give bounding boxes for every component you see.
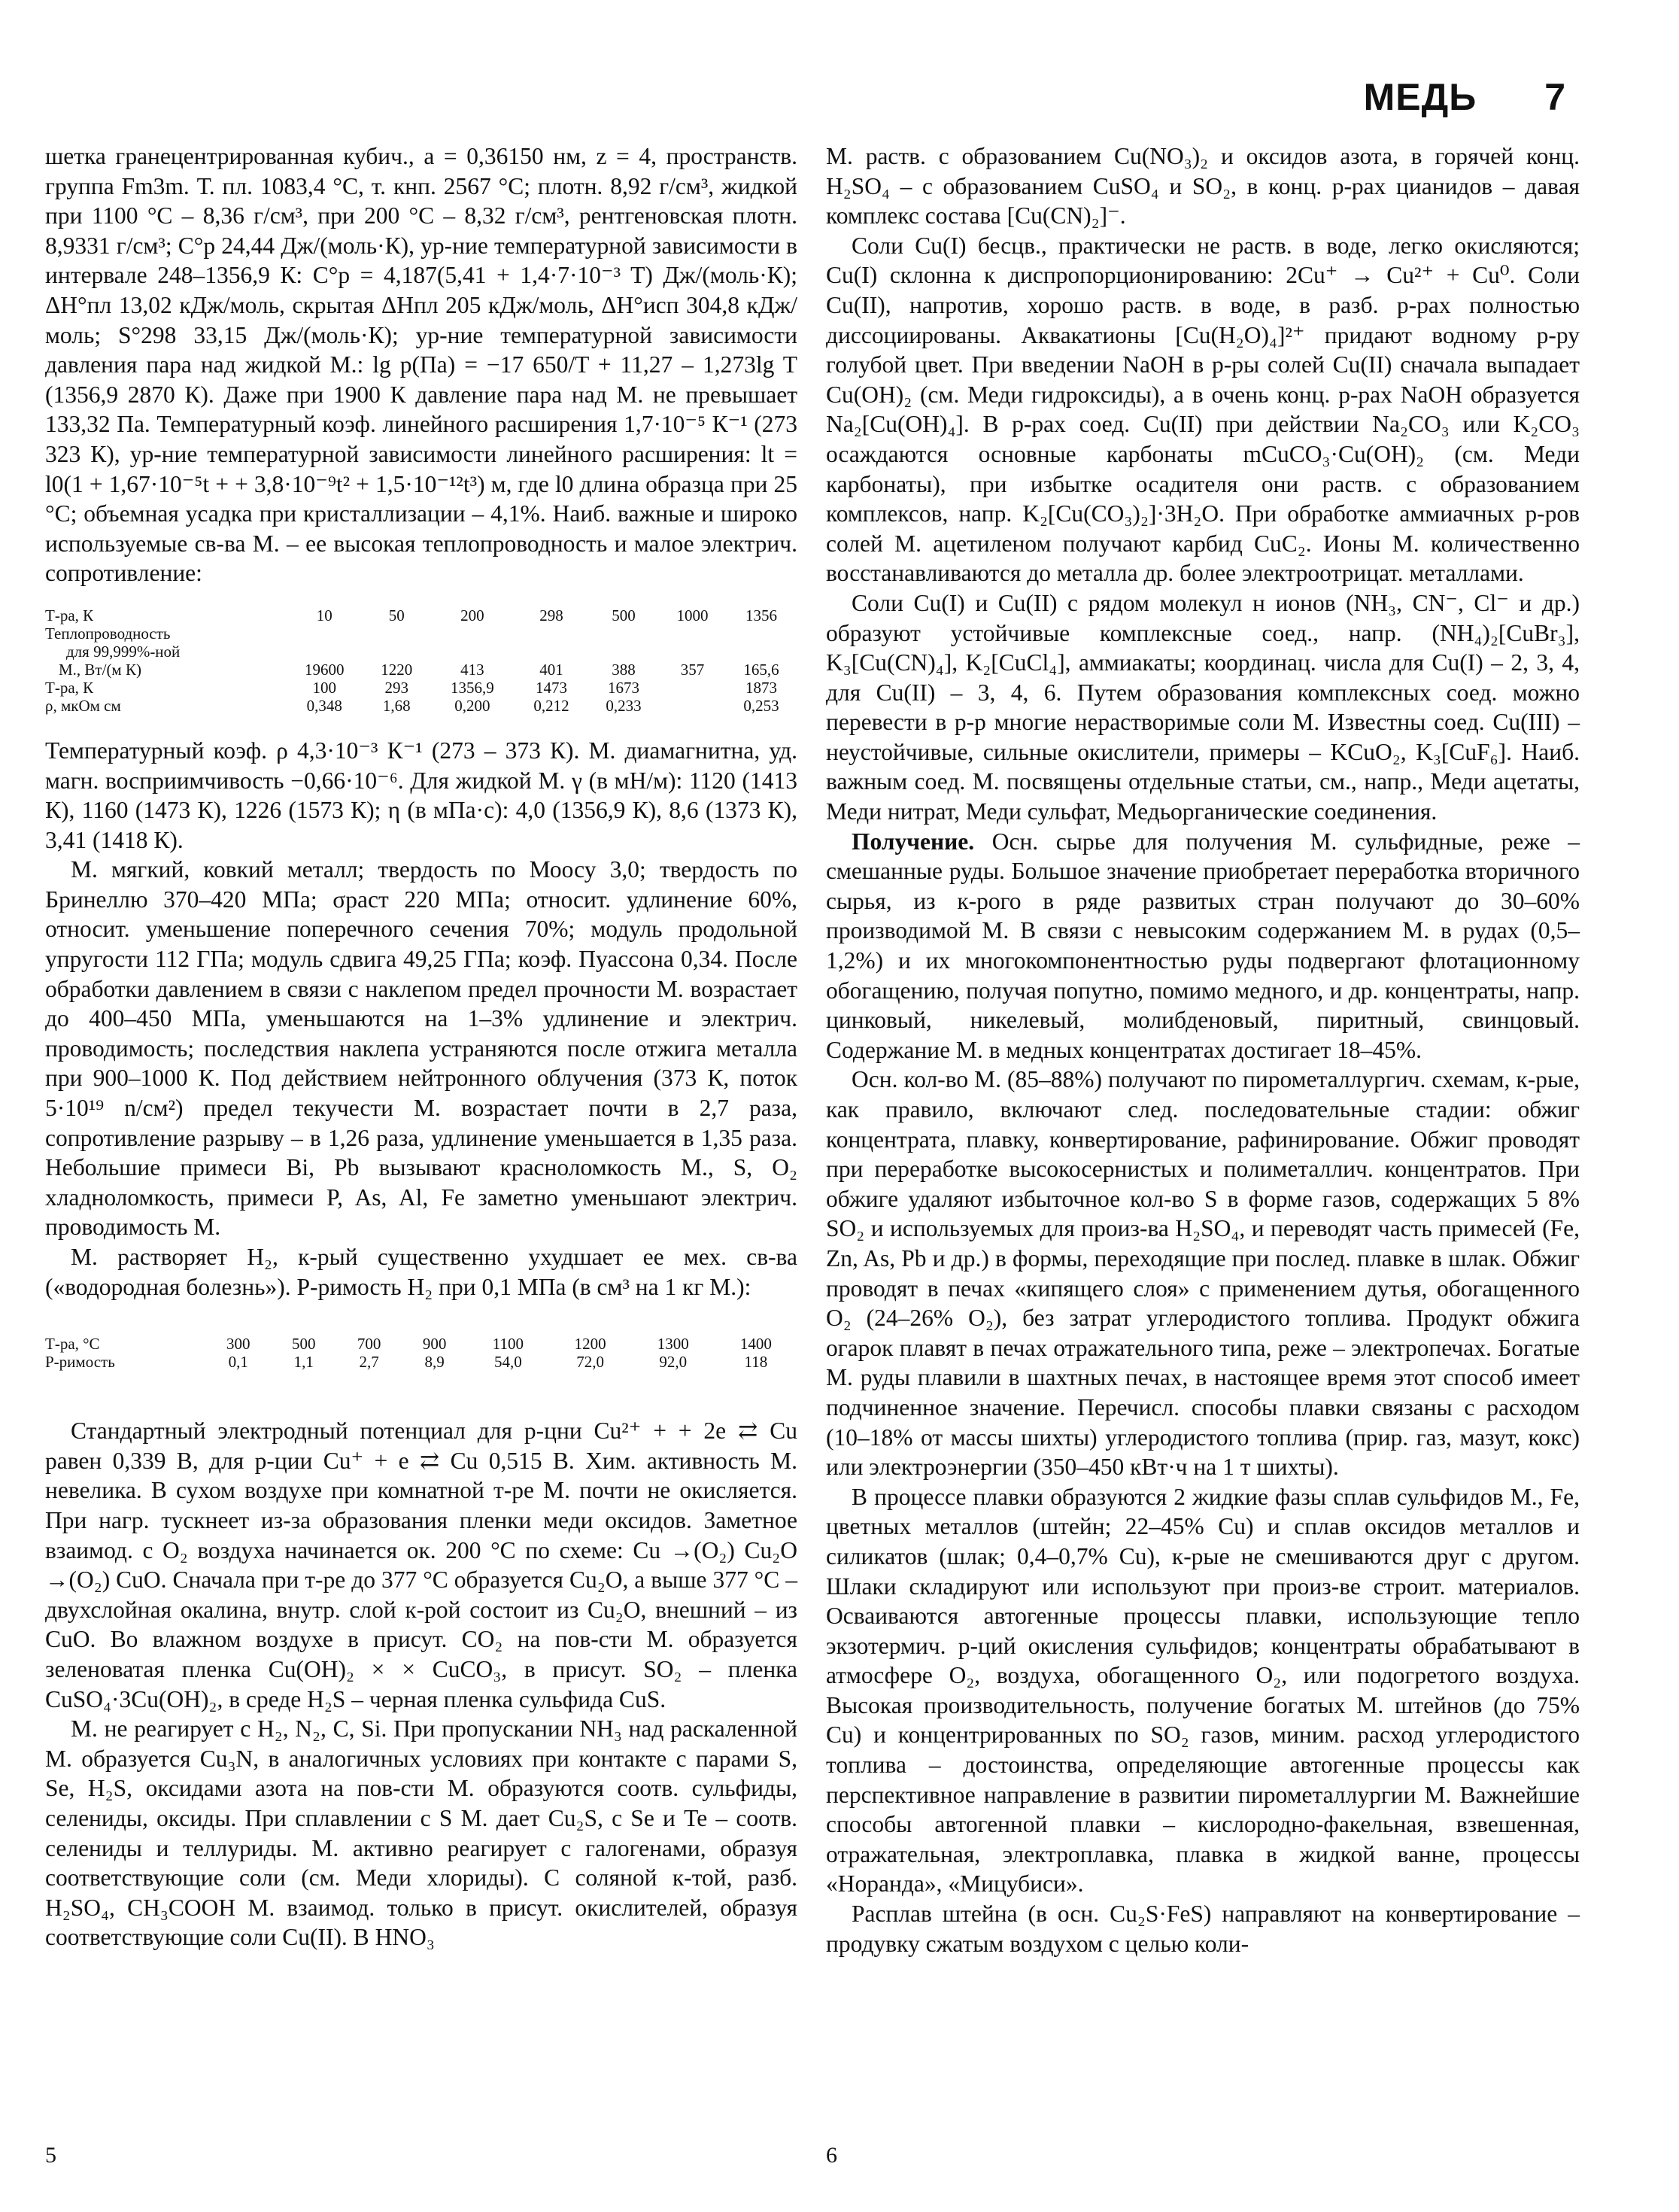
table-cell: 19600 [304, 660, 345, 679]
table-cell: 50 [388, 606, 405, 624]
table-cell: 300 [226, 1335, 250, 1354]
table-cell: 0,200 [454, 696, 490, 715]
paragraph: М. мягкий, ковкий металл; твердость по Моосу 3,0; твердость по Бринеллю 370–420 МПа; σраст 220 МПа; относит. удлинение 60%, относит. уменьшение поперечного сечения 70%; модуль продольной упругости 112 ГПа; модуль сдвига 49,25 ГПа; коэф. Пуассона 0,34. После обработки давлением в связи с наклепом предел прочности М. возрастает до 400–450 МПа, уменьшаются на 1–3% удлинение и электрич. проводимость; последствия наклепа устраняются после отжига металла при 900–1000 К. Под действием нейтронного облучения (373 К, поток 5·10¹⁹ n/см²) предел текучести М. возрастает почти в 2,7 раза, сопротивление разрыву – в 1,26 раза, удлинение уменьшается в 1,35 раза. Небольшие примеси Bi, Pb вызывают красноломкость М., S, O₂ хладноломкость, примеси P, As, Al, Fe заметно уменьшают электрич. проводимость М. [45, 856, 797, 1241]
table-cell: 1100 [492, 1335, 524, 1354]
table-row [45, 643, 797, 661]
table-row [45, 697, 797, 715]
table-cell: 700 [357, 1335, 381, 1354]
table-cell: 0,348 [306, 696, 342, 715]
table-cell: 8,9 [424, 1353, 445, 1372]
thermal-conductivity-table [45, 606, 797, 715]
paragraph: шетка гранецентрированная кубич., a = 0,36150 нм, z = 4, пространств. группа Fm3m. Т. пл. 1083,4 °C, т. кнп. 2567 °C; плотн. 8,92 г/см³, жидкой при 1100 °C – 8,36 г/см³, при 200 °C – 8,32 г/см³, рентгеновская плотн. 8,9331 г/см³; C°p 24,44 Дж/(моль·К), ур-ние температурной зависимости в интервале 248–1356,9 К: C°p = 4,187(5,41 + 1,4·7·10⁻³ T) Дж/(моль·К); ΔH°пл 13,02 кДж/моль, скрытая ΔHпл 205 кДж/моль, ΔH°исп 304,8 кДж/моль; S°298 33,15 Дж/(моль·К); ур-ние температурной зависимости давления пара над жидкой М.: lg p(Па) = −17 650/T + 11,27 – 1,273lg T (1356,9 2870 К). Даже при 1900 К давление пара над М. не превышает 133,32 Па. Температурный коэф. линейного расширения 1,7·10⁻⁵ К⁻¹ (273 323 К), ур-ние температурной зависимости линейного расширения: lt = l0(1 + 1,67·10⁻⁵t + + 3,8·10⁻⁹t² + 1,5·10⁻¹²t³) м, где l0 длина образца при 25 °C; объемная усадка при кристаллизации – 4,1%. Наиб. важные и широко используемые св-ва М. – ее высокая теплопроводность и малое электрич. сопротивление: [45, 143, 797, 587]
left-column [45, 141, 797, 1952]
table-cell: 298 [539, 606, 563, 624]
paragraph: Стандартный электродный потенциал для р-цни Cu²⁺ + + 2e ⇄ Cu равен 0,339 В, для р-ции Cu⁺ + e ⇄ Cu 0,515 В. Хим. активность М. невелика. В сухом воздухе при комнатной т-ре М. почти не окисляется. При нагр. тускнеет из-за образования пленки меди оксидов. Заметное взаимод. с O₂ воздуха начинается ок. 200 °C по схеме: Cu →(O₂) Cu₂O →(O₂) CuO. Сначала при т-ре до 377 °C образуется Cu₂O, а выше 377 °C – двухслойная окалина, внутр. слой к-рой состоит из Cu₂O, внешний – из CuO. Во влажном воздухе в присут. CO₂ на пов-сти М. образуется зеленоватая пленка Cu(OH)₂ × × CuCO₃, в присут. SO₂ – пленка CuSO₄·3Cu(OH)₂, в среде H₂S – черная пленка сульфида CuS. [45, 1417, 797, 1712]
paragraph: М. не реагирует с H₂, N₂, C, Si. При пропускании NH₃ над раскаленной М. образуется Cu₃N, в аналогичных условиях при контакте с парами S, Se, H₂S, оксидами азота на пов-сти М. образуются соотв. сульфиды, селениды, оксиды. При сплавлении с S М. дает Cu₂S, с Se и Te – соотв. селениды и теллуриды. М. активно реагирует с галогенами, образуя соответствующие соли (см. Меди хлориды). С соляной к-той, разб. H₂SO₄, CH₃COOH М. взаимод. только в присут. окислителей, образуя соответствующие соли Cu(II). В HNO₃ [45, 1715, 797, 1951]
table-cell: 10 [316, 606, 332, 624]
paragraph: М. раств. с образованием Cu(NO₃)₂ и оксидов азота, в горячей конц. H₂SO₄ – с образованием CuSO₄ и SO₂, в конц. р-рах цианидов – давая комплекс состава [Cu(CN)₂]⁻. [826, 143, 1580, 229]
paragraph: Осн. кол-во М. (85–88%) получают по пирометаллургич. схемам, к-рые, как правило, включают след. последовательные стадии: обжиг концентрата, плавку, конвертирование, рафинирование. Обжиг проводят при переработке высокосернистых и полиметаллич. концентратов. При обжиге удаляют избыточное кол-во S в форме газов, содержащих 5 8% SO₂ и используемых для произ-ва H₂SO₄, и переводят часть примесей (Fe, Zn, As, Pb и др.) в формы, переходящие при послед. плавке в шлак. Обжиг проводят в печах «кипящего слоя» с применением дутья, обогащенного O₂ (24–26% O₂), без затрат углеродистого топлива. Продукт обжига огарок плавят в печах отражательного типа, реже – электропечах. Богатые М. руды плавили в шахтных печах, в настоящее время этот способ имеет подчиненное значение. Перечисл. способы плавки связаны с расходом (10–18% от массы шихты) углеродистого топлива (прир. газ, мазут, кокс) или электроэнергии (350–450 кВт·ч на 1 т шихты). [826, 1066, 1580, 1481]
paragraph [826, 827, 1580, 1065]
right-column [826, 141, 1580, 1958]
table-cell: 1200 [574, 1335, 606, 1354]
table-cell: 1473 [535, 678, 567, 697]
table-cell: 1873 [745, 678, 777, 697]
table-row [45, 679, 797, 697]
hydrogen-solubility-table [45, 1335, 797, 1371]
table-cell: Т-ра, К [45, 606, 94, 624]
header-page-number: 7 [1544, 76, 1566, 118]
table-cell: 0,233 [606, 696, 642, 715]
table-cell: 2,7 [359, 1353, 379, 1372]
table-cell: 1,68 [382, 696, 411, 715]
table-cell: 0,1 [228, 1353, 248, 1372]
table-row [45, 606, 797, 624]
table-cell: 72,0 [576, 1353, 604, 1372]
table-cell: 357 [680, 660, 705, 679]
paragraph: М. растворяет H₂, к-рый существенно ухудшает ее мех. св-ва («водородная болезнь»). Р-римость H₂ при 0,1 МПа (в см³ на 1 кг М.): [45, 1244, 797, 1300]
table-cell: 200 [460, 606, 484, 624]
table-cell: 165,6 [743, 660, 779, 679]
folio-right: 6 [826, 2143, 837, 2168]
table-cell: 1673 [608, 678, 639, 697]
table-cell: 401 [539, 660, 563, 679]
table-cell: для 99,999%-ной [66, 642, 181, 661]
table-cell: 1,1 [293, 1353, 314, 1372]
table-cell: 1356,9 [450, 678, 494, 697]
table-cell: ρ, мкОм см [45, 696, 121, 715]
table-cell: 0,253 [743, 696, 779, 715]
paragraph: Соли Cu(I) и Cu(II) с рядом молекул н ионов (NH₃, CN⁻, Cl⁻ и др.) образуют устойчивые комплексные соед., напр. (NH₄)₂[CuBr₃], K₃[Cu(CN)₄], K₂[CuCl₄], аммиакаты; координац. числа для Cu(I) – 2, 3, 4, для Cu(II) – 3, 4, 6. Путем образования комплексных соед. можно перевести в р-р многие нерастворимые соли М. Известны соед. Cu(III) – неустойчивые, сильные окислители, примеры – KCuO₂, K₃[CuF₆]. Наиб. важным соед. М. посвящены отдельные статьи, см., напр., Меди ацетаты, Меди нитрат, Меди сульфат, Медьорганические соединения. [826, 589, 1580, 825]
paragraph-text: Осн. сырье для получения М. сульфидные, реже – смешанные руды. Большое значение приобретает переработка вторичного сырья, из к-рого в ряде развитых стран получают до 30–60% производимой М. В связи с невысоким содержанием М. в рудах (0,5–1,2%) и их многокомпонентностью руды подвергают флотационному обогащению, получая попутно, помимо медного, и др. концентраты, напр. цинковый, никелевый, молибденовый, пиритный, свинцовый. Содержание М. в медных концентратах достигает 18–45%. [826, 828, 1580, 1063]
table-row [45, 661, 797, 679]
table-cell: 1400 [739, 1335, 772, 1354]
paragraph: Температурный коэф. ρ 4,3·10⁻³ К⁻¹ (273 – 373 К). М. диамагнитна, уд. магн. восприимчивость −0,66·10⁻⁶. Для жидкой М. γ (в мН/м): 1120 (1413 К), 1160 (1473 К), 1226 (1573 К); η (в мПа·с): 4,0 (1356,9 К), 8,6 (1373 К), 3,41 (1418 К). [45, 737, 797, 853]
table-cell: 1220 [381, 660, 413, 679]
table-cell: Теплопроводность [45, 624, 171, 643]
table-cell: 92,0 [659, 1353, 688, 1372]
table-cell: 500 [291, 1335, 316, 1354]
table-cell: М., Вт/(м К) [59, 660, 141, 679]
table-row [45, 1335, 797, 1353]
paragraph: Расплав штейна (в осн. Cu₂S·FeS) направляют на конвертирование – продувку сжатым воздухом с целью коли- [826, 1901, 1580, 1957]
table-cell: 900 [422, 1335, 447, 1354]
paragraph: Соли Cu(I) бесцв., практически не раств. в воде, легко окисляются; Cu(I) склонна к диспропорционированию: 2Cu⁺ → Cu²⁺ + Cu⁰. Соли Cu(II), напротив, хорошо раств. в воде, в разб. р-рах полностью диссоциированы. Аквакатионы [Cu(H₂O)₄]²⁺ придают водному р-ру голубой цвет. При введении NaOH в р-ры солей Cu(II) сначала выпадает Cu(OH)₂ (см. Меди гидроксиды), а в очень конц. р-рах NaOH образуется Na₂[Cu(OH)₄]. В р-рах соед. Cu(II) при действии Na₂CO₃ или K₂CO₃ осаждаются основные карбонаты mCuCO₃·Cu(OH)₂ (см. Меди карбонаты), при избытке осадителя они раств. с образованием комплексов, напр. K₂[Cu(CO₃)₂]·3H₂O. При обработке аммиачных р-ров солей М. ацетиленом получают карбид CuC₂. Ионы М. количественно восстанавливаются до металла др. более электроотрицат. металлами. [826, 232, 1580, 587]
folio-left: 5 [45, 2143, 56, 2168]
table-cell: 0,212 [533, 696, 569, 715]
table-cell: 413 [460, 660, 484, 679]
paragraph: В процессе плавки образуются 2 жидкие фазы сплав сульфидов М., Fe, цветных металлов (штейн; 22–45% Cu) и сплав оксидов металлов и силикатов (шлак; 0,4–0,7% Cu), к-рые не смешиваются друг с другом. Шлаки складируют или используют при произ-ве строит. материалов. Осваиваются автогенные процессы плавки, использующие тепло экзотермич. р-ций окисления сульфидов; концентраты обрабатывают в атмосфере O₂, воздуха, обогащенного O₂, или подогретого воздуха. Высокая производительность, получение богатых М. штейнов (до 75% Cu) и концентрированных по SO₂ газов, миним. расход углеродистого топлива – достоинства, определяющие автогенные процессы как перспективное направление в развитии пирометаллургии М. Важнейшие способы автогенной плавки – кислородно-факельная, взвешенная, отражательная, электроплавка, плавка в жидкой ванне, процессы «Норанда», «Мицубиси». [826, 1483, 1580, 1898]
table-cell: 100 [312, 678, 336, 697]
table-cell: 1356 [745, 606, 777, 624]
table-cell: 1000 [676, 606, 709, 624]
table-row [45, 624, 797, 643]
running-header [1364, 75, 1566, 119]
table-cell: 500 [612, 606, 636, 624]
table-cell: 388 [612, 660, 636, 679]
table-cell: Т-ра, °С [45, 1335, 100, 1354]
section-heading: Получение. [852, 828, 975, 855]
table-cell: 54,0 [493, 1353, 522, 1372]
table-cell: 293 [384, 678, 408, 697]
table-cell [660, 697, 725, 715]
table-cell: 1300 [657, 1335, 689, 1354]
table-row [45, 1353, 797, 1371]
header-title: МЕДЬ [1363, 76, 1477, 118]
table-cell: Р-римость [45, 1353, 115, 1372]
table-cell [660, 679, 725, 697]
table-cell: 118 [744, 1353, 768, 1372]
table-cell: Т-ра, К [45, 678, 94, 697]
